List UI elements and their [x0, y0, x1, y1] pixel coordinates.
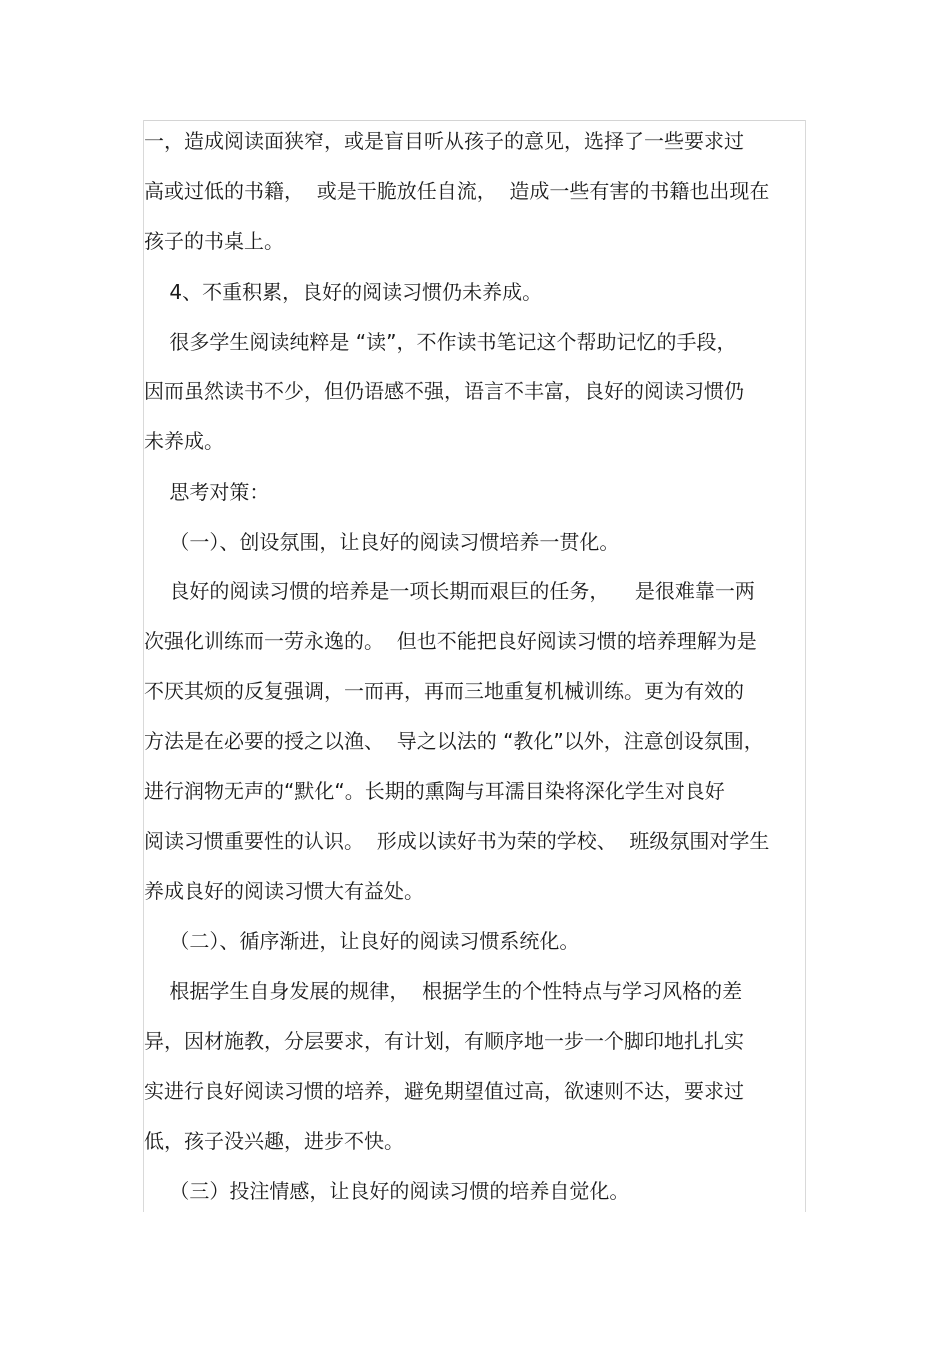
text-line: 根据学生自身发展的规律， 根据学生的个性特点与学习风格的差 [144, 979, 743, 1003]
section-heading: （二）、循序渐进，让良好的阅读习惯系统化。 [144, 929, 580, 953]
section-heading: 思考对策： [144, 480, 270, 504]
text-line: 未养成。 [144, 429, 224, 453]
frame-right-border [805, 120, 806, 1212]
section-heading: （三）投注情感，让良好的阅读习惯的培养自觉化。 [144, 1179, 630, 1203]
text-line: 高或过低的书籍， 或是干脆放任自流， 造成一些有害的书籍也出现在 [144, 179, 770, 203]
text-line: 方法是在必要的授之以渔、 导之以法的 “教化”以外，注意创设氛围， [144, 729, 764, 753]
text-line: 实进行良好阅读习惯的培养，避免期望值过高，欲速则不达，要求过 [144, 1079, 744, 1103]
section-heading: 4、不重积累，良好的阅读习惯仍未养成。 [144, 280, 543, 304]
text-line: 很多学生阅读纯粹是 “读”，不作读书笔记这个帮助记忆的手段， [144, 330, 737, 354]
text-line: 不厌其烦的反复强调，一而再，再而三地重复机械训练。更为有效的 [144, 679, 744, 703]
text-line: 因而虽然读书不少，但仍语感不强，语言不丰富，良好的阅读习惯仍 [144, 379, 744, 403]
text-line: 异，因材施教，分层要求，有计划，有顺序地一步一个脚印地扎扎实 [144, 1029, 744, 1053]
text-line: 孩子的书桌上。 [144, 229, 284, 253]
text-line: 进行润物无声的“默化“。长期的熏陶与耳濡目染将深化学生对良好 [144, 779, 725, 803]
text-line: 低，孩子没兴趣，进步不快。 [144, 1129, 404, 1153]
text-line: 阅读习惯重要性的认识。 形成以读好书为荣的学校、 班级氛围对学生 [144, 829, 770, 853]
section-heading: （一）、创设氛围，让良好的阅读习惯培养一贯化。 [144, 530, 620, 554]
frame-top-border [143, 120, 806, 121]
text-line: 次强化训练而一劳永逸的。 但也不能把良好阅读习惯的培养理解为是 [144, 629, 757, 653]
text-line: 良好的阅读习惯的培养是一项长期而艰巨的任务， 是很难靠一两 [144, 579, 755, 603]
text-line: 一，造成阅读面狭窄，或是盲目听从孩子的意见，选择了一些要求过 [144, 129, 744, 153]
text-line: 养成良好的阅读习惯大有益处。 [144, 879, 424, 903]
